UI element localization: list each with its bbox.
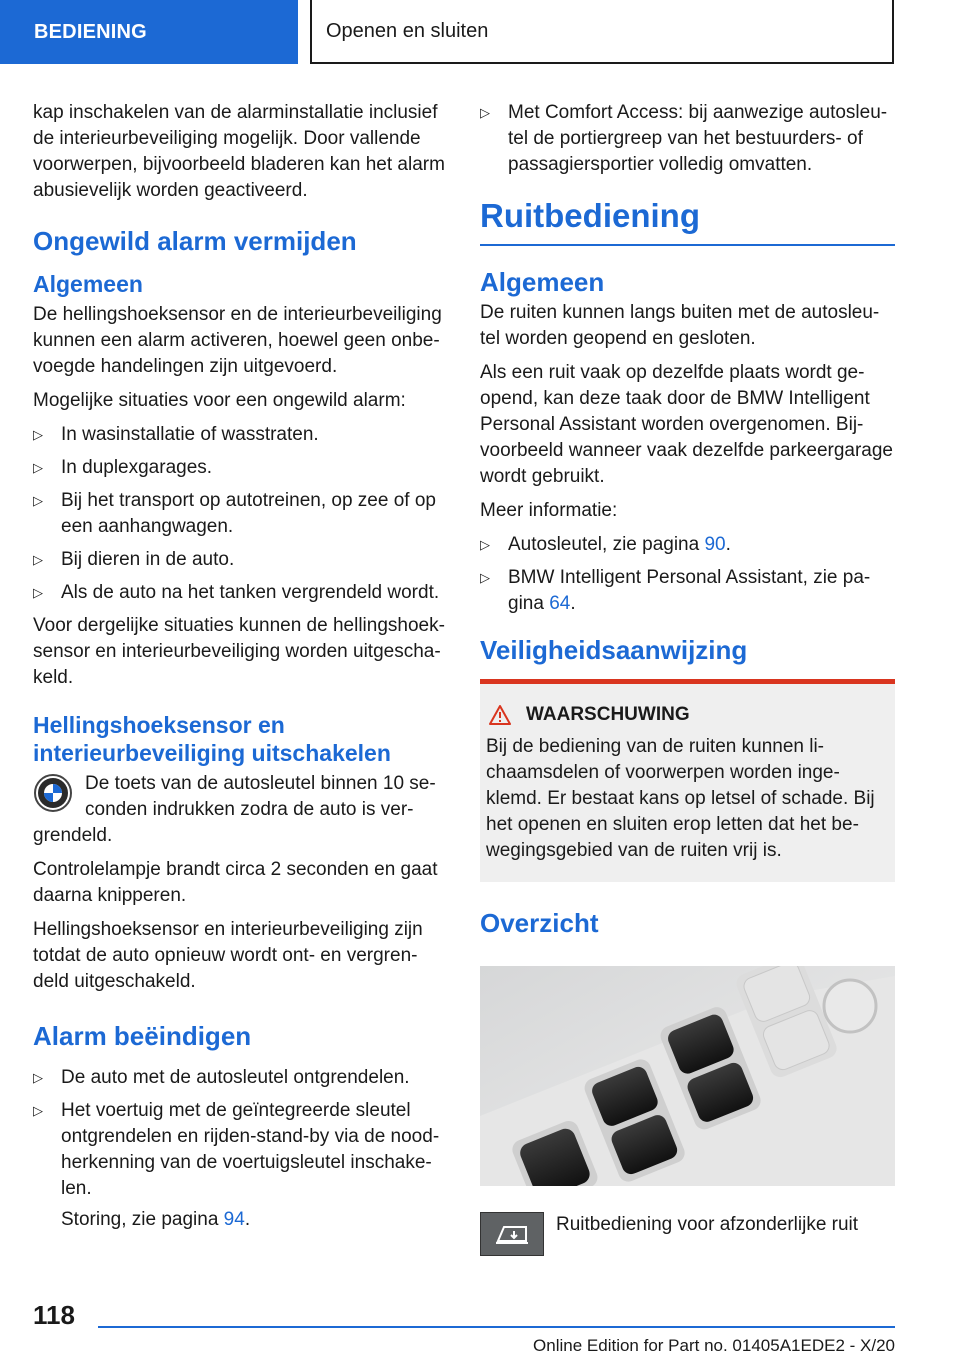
list-item: ▷ In duplexgarages. [33,455,447,481]
list-item: ▷ Met Comfort Access: bij aanwezige autosleu-tel de portiergreep van het bestuurders- of passagiersportier volledig omvatten. [480,102,888,175]
heading-algemeen-right: Algemeen [480,267,605,297]
triangle-bullet-icon: ▷ [33,460,43,475]
heading-veiligheidsaanwijzing: Veiligheidsaanwijzing [480,635,748,665]
caption: Ruitbediening voor afzonderlijke ruit [556,1214,859,1235]
list-item: ▷ Bij dieren in de auto. [33,547,447,573]
heading-ongewild-alarm: Ongewild alarm vermijden [33,226,357,256]
warning-triangle-icon [488,704,512,726]
list-item: ▷ Het voertuig met de geïntegreerde sleutel ontgrendelen en rijden-stand-by via de nood-herkenning van de voertuigsleutel inschake-len. [33,1100,440,1199]
paragraph: De toets van de autosleutel binnen 10 se-conden indrukken zodra de auto is ver-grendeld. [33,773,436,846]
paragraph: Hellingshoeksensor en interieurbeveiliging zijn totdat de auto opnieuw wordt ont- en vergren-deld uitgeschakeld. [33,919,423,992]
section-tab: BEDIENING [0,0,298,64]
paragraph: De ruiten kunnen langs buiten met de autosleu-tel worden geopend en gesloten. [480,302,880,349]
triangle-bullet-icon: ▷ [33,1103,43,1118]
list-item: ▷ Als de auto na het tanken vergrendeld wordt. [33,580,447,606]
triangle-bullet-icon: ▷ [33,493,43,508]
comfort-access-list [480,100,895,178]
paragraph: Controlelampje brandt circa 2 seconden en gaat daarna knipperen. [33,859,438,906]
page-number: 118 [33,1300,75,1330]
paragraph: De hellingshoeksensor en de interieurbeveiliging kunnen een alarm activeren, hoewel geen onbe-voegde handelingen zijn uitgevoerd. [33,304,442,377]
triangle-bullet-icon: ▷ [480,570,490,585]
warning-title: WAARSCHUWING [486,702,889,728]
bmw-key-icon [33,773,73,813]
heading-alarm-beeindigen: Alarm beëindigen [33,1021,252,1051]
storing-reference: Storing, zie pagina 94. [61,1209,251,1230]
triangle-bullet-icon: ▷ [480,105,490,120]
left-column [33,100,447,1233]
heading-hellingshoeksensor: Hellingshoeksensor en interieurbeveiliging uitschakelen [33,712,391,766]
caption-row [480,1212,895,1256]
paragraph: Mogelijke situaties voor een ongewild alarm: [33,390,406,411]
window-switch-icon [480,1212,544,1256]
paragraph: Voor dergelijke situaties kunnen de hellingshoek-sensor en interieurbeveiliging worden uitgescha-keld. [33,615,445,688]
page-link-90[interactable]: 90 [704,534,726,555]
triangle-bullet-icon: ▷ [33,427,43,442]
heading-overzicht: Overzicht [480,908,599,938]
list-item: ▷ Autosleutel, zie pagina 90. [480,532,895,558]
page-link-94[interactable]: 94 [223,1209,245,1230]
intro-paragraph: kap inschakelen van de alarminstallatie inclusief de interieurbeveiliging mogelijk. Door vallende voorwerpen, bijvoorbeeld bladeren kan het alarm abusievelijk worden geactiveerd. [33,102,445,201]
list-item: ▷ In wasinstallatie of wasstraten. [33,422,447,448]
list-item: ▷ BMW Intelligent Personal Assistant, zie pa-gina 64. [480,567,871,614]
right-column [480,100,895,1256]
end-alarm-list [33,1065,447,1202]
paragraph: Meer informatie: [480,500,618,521]
situations-list [33,422,447,606]
heading-ruitbediening: Ruitbediening [480,196,895,246]
heading-algemeen-left: Algemeen [33,271,143,297]
triangle-bullet-icon: ▷ [480,537,490,552]
list-item: ▷ De auto met de autosleutel ontgrendelen. [33,1065,447,1091]
chapter-title: Openen en sluiten [310,0,894,64]
list-item: ▷ Bij het transport op autotreinen, op zee of op een aanhangwagen. [33,490,436,537]
key-instruction [33,771,447,849]
triangle-bullet-icon: ▷ [33,585,43,600]
footer-edition: Online Edition for Part no. 01405A1EDE2 - X/20 [98,1326,895,1356]
more-info-list [480,532,895,617]
triangle-bullet-icon: ▷ [33,552,43,567]
window-switches-photo [480,966,895,1186]
warning-text: Bij de bediening van de ruiten kunnen li-chaamsdelen of voorwerpen worden inge-klemd. Er bestaat kans op letsel of schade. Bij het openen en sluiten erop letten dat het be-wegingsgebied van de ruiten vrij is. [486,736,875,861]
page-link-64[interactable]: 64 [549,593,571,614]
warning-box [480,679,895,882]
paragraph: Als een ruit vaak op dezelfde plaats wordt ge-opend, kan deze taak door de BMW Intelligent Personal Assistant worden overgenomen. Bij-voorbeeld wanneer vaak dezelfde parkeergarage wordt gebruikt. [480,362,893,487]
triangle-bullet-icon: ▷ [33,1070,43,1085]
